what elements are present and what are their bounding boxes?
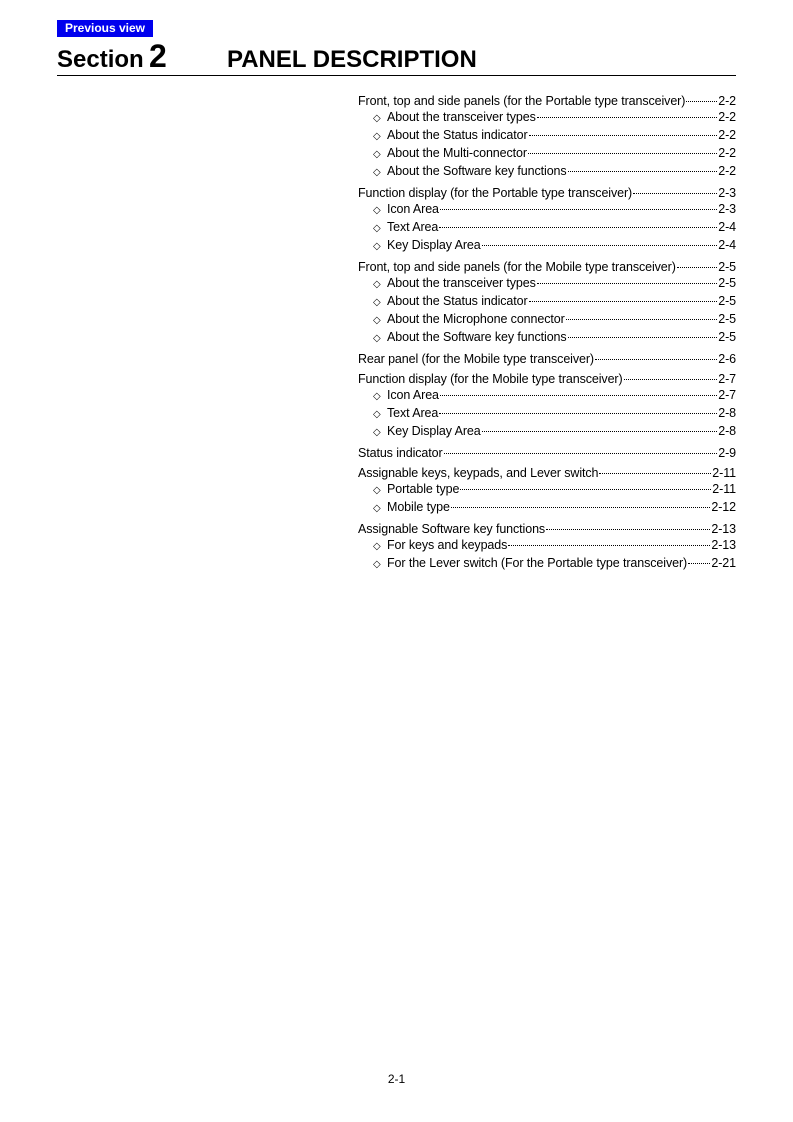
toc-label: Mobile type: [387, 500, 450, 514]
toc-entry[interactable]: [358, 371, 736, 387]
toc-subentry[interactable]: [358, 109, 736, 127]
toc-page-number: 2-7: [718, 388, 736, 402]
dot-leader: [482, 245, 718, 246]
dot-leader: [568, 337, 718, 338]
toc-label: Front, top and side panels (for the Mobile type transceiver): [358, 260, 676, 274]
diamond-bullet-icon: ◇: [373, 241, 381, 252]
dot-leader: [444, 453, 718, 454]
dot-leader: [595, 359, 717, 360]
toc-page-number: 2-9: [718, 446, 736, 460]
toc-subentry[interactable]: [358, 537, 736, 555]
diamond-bullet-icon: ◇: [373, 279, 381, 290]
toc-subentry[interactable]: [358, 387, 736, 405]
toc-page-number: 2-11: [712, 482, 736, 496]
toc-entry[interactable]: [358, 185, 736, 201]
toc-subentry[interactable]: [358, 329, 736, 347]
toc-label: Assignable Software key functions: [358, 522, 546, 536]
toc-page-number: 2-5: [718, 294, 736, 308]
toc-label: Key Display Area: [387, 238, 481, 252]
toc-label: Text Area: [387, 220, 439, 234]
toc-page-number: 2-8: [718, 424, 736, 438]
toc-label: About the Status indicator: [387, 294, 528, 308]
toc-label: Assignable keys, keypads, and Lever switch: [358, 466, 599, 480]
toc-page-number: 2-2: [718, 146, 736, 160]
toc-subentry[interactable]: [358, 481, 736, 499]
toc-page-number: 2-4: [718, 220, 736, 234]
toc-page-number: 2-2: [718, 94, 736, 108]
dot-leader: [528, 153, 717, 154]
toc-page-number: 2-6: [718, 352, 736, 366]
toc-entry[interactable]: [358, 465, 736, 481]
toc-label: About the Microphone connector: [387, 312, 565, 326]
dot-leader: [677, 267, 717, 268]
toc-subentry[interactable]: [358, 555, 736, 573]
toc-page-number: 2-8: [718, 406, 736, 420]
toc-page-number: 2-5: [718, 260, 736, 274]
dot-leader: [686, 101, 717, 102]
toc-label: About the transceiver types: [387, 276, 536, 290]
toc-page-number: 2-21: [711, 556, 736, 570]
toc-subentry[interactable]: [358, 293, 736, 311]
toc-page-number: 2-2: [718, 110, 736, 124]
toc-page-number: 2-4: [718, 238, 736, 252]
toc-entry[interactable]: [358, 521, 736, 537]
diamond-bullet-icon: ◇: [373, 559, 381, 570]
toc-group: [358, 371, 736, 441]
toc-label: Function display (for the Portable type transceiver): [358, 186, 633, 200]
toc-page-number: 2-3: [718, 202, 736, 216]
diamond-bullet-icon: ◇: [373, 391, 381, 402]
section-header: [57, 38, 736, 76]
dot-leader: [529, 301, 718, 302]
toc-subentry[interactable]: [358, 311, 736, 329]
toc-page-number: 2-12: [711, 500, 736, 514]
diamond-bullet-icon: ◇: [373, 149, 381, 160]
toc-label: Rear panel (for the Mobile type transceiver): [358, 352, 594, 366]
dot-leader: [599, 473, 711, 474]
toc-entry[interactable]: [358, 445, 736, 461]
toc-page-number: 2-2: [718, 164, 736, 178]
toc-label: For the Lever switch (For the Portable type transceiver): [387, 556, 688, 570]
table-of-contents: [358, 93, 736, 577]
toc-label: About the Status indicator: [387, 128, 528, 142]
dot-leader: [440, 209, 717, 210]
dot-leader: [633, 193, 717, 194]
toc-group: [358, 351, 736, 367]
dot-leader: [529, 135, 718, 136]
toc-label: Status indicator: [358, 446, 443, 460]
toc-subentry[interactable]: [358, 219, 736, 237]
toc-entry[interactable]: [358, 93, 736, 109]
dot-leader: [624, 379, 718, 380]
toc-label: About the Multi-connector: [387, 146, 527, 160]
toc-page-number: 2-5: [718, 330, 736, 344]
toc-subentry[interactable]: [358, 201, 736, 219]
dot-leader: [508, 545, 710, 546]
toc-group: [358, 465, 736, 517]
section-word: Section: [57, 46, 144, 73]
toc-subentry[interactable]: [358, 423, 736, 441]
toc-group: [358, 445, 736, 461]
previous-view-button[interactable]: Previous view: [57, 20, 153, 37]
dot-leader: [568, 171, 718, 172]
toc-page-number: 2-2: [718, 128, 736, 142]
dot-leader: [439, 413, 717, 414]
diamond-bullet-icon: ◇: [373, 113, 381, 124]
toc-label: Key Display Area: [387, 424, 481, 438]
diamond-bullet-icon: ◇: [373, 205, 381, 216]
toc-label: Front, top and side panels (for the Portable type transceiver): [358, 94, 686, 108]
page-title: PANEL DESCRIPTION: [227, 46, 477, 73]
toc-label: Text Area: [387, 406, 439, 420]
toc-page-number: 2-11: [712, 466, 736, 480]
toc-subentry[interactable]: [358, 145, 736, 163]
toc-group: [358, 259, 736, 347]
dot-leader: [439, 227, 717, 228]
dot-leader: [688, 563, 710, 564]
toc-label: About the Software key functions: [387, 164, 567, 178]
toc-page-number: 2-13: [711, 538, 736, 552]
toc-subentry[interactable]: [358, 237, 736, 255]
toc-group: [358, 521, 736, 573]
dot-leader: [482, 431, 718, 432]
toc-label: About the transceiver types: [387, 110, 536, 124]
toc-label: For keys and keypads: [387, 538, 508, 552]
toc-page-number: 2-3: [718, 186, 736, 200]
diamond-bullet-icon: ◇: [373, 541, 381, 552]
toc-label: About the Software key functions: [387, 330, 567, 344]
toc-page-number: 2-13: [711, 522, 736, 536]
page-number: 2-1: [387, 1072, 406, 1086]
diamond-bullet-icon: ◇: [373, 503, 381, 514]
diamond-bullet-icon: ◇: [373, 333, 381, 344]
dot-leader: [537, 117, 717, 118]
toc-page-number: 2-5: [718, 276, 736, 290]
dot-leader: [451, 507, 711, 508]
dot-leader: [566, 319, 718, 320]
dot-leader: [460, 489, 711, 490]
toc-label: Function display (for the Mobile type transceiver): [358, 372, 623, 386]
toc-label: Icon Area: [387, 388, 439, 402]
diamond-bullet-icon: ◇: [373, 223, 381, 234]
toc-group: [358, 93, 736, 181]
diamond-bullet-icon: ◇: [373, 315, 381, 326]
toc-label: Portable type: [387, 482, 460, 496]
toc-label: Icon Area: [387, 202, 439, 216]
dot-leader: [537, 283, 717, 284]
diamond-bullet-icon: ◇: [373, 131, 381, 142]
toc-entry[interactable]: [358, 351, 736, 367]
dot-leader: [546, 529, 710, 530]
dot-leader: [440, 395, 717, 396]
diamond-bullet-icon: ◇: [373, 167, 381, 178]
diamond-bullet-icon: ◇: [373, 485, 381, 496]
toc-entry[interactable]: [358, 259, 736, 275]
toc-page-number: 2-5: [718, 312, 736, 326]
toc-page-number: 2-7: [718, 372, 736, 386]
toc-subentry[interactable]: [358, 127, 736, 145]
toc-subentry[interactable]: [358, 163, 736, 181]
toc-subentry[interactable]: [358, 275, 736, 293]
diamond-bullet-icon: ◇: [373, 427, 381, 438]
toc-subentry[interactable]: [358, 499, 736, 517]
diamond-bullet-icon: ◇: [373, 409, 381, 420]
toc-group: [358, 185, 736, 255]
toc-subentry[interactable]: [358, 405, 736, 423]
section-number: 2: [149, 38, 167, 74]
diamond-bullet-icon: ◇: [373, 297, 381, 308]
